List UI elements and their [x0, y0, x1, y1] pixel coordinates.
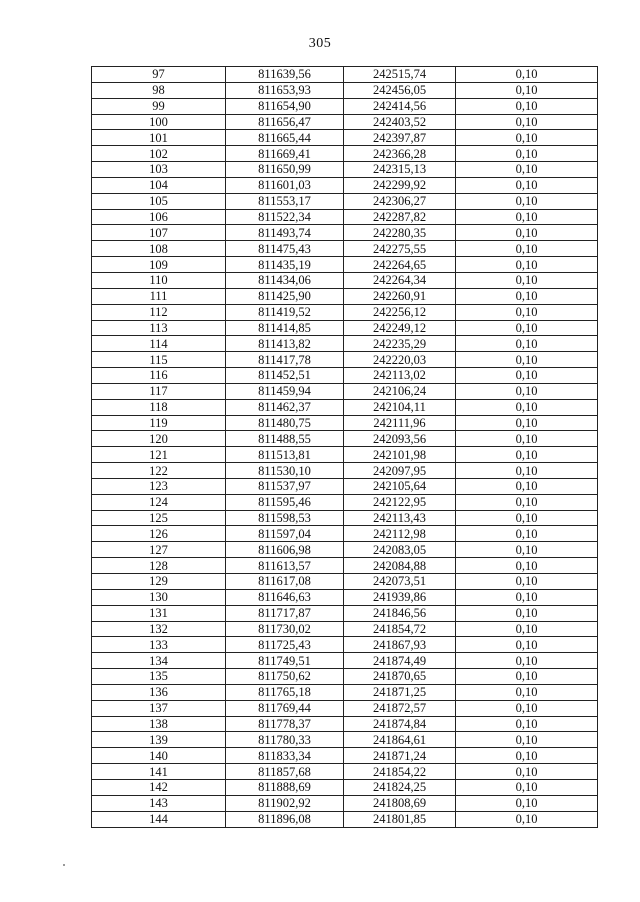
error-value-cell: 0,10	[456, 209, 598, 225]
y-coordinate-cell: 241808,69	[344, 795, 456, 811]
x-coordinate-cell: 811413,82	[226, 336, 344, 352]
error-value-cell: 0,10	[456, 320, 598, 336]
y-coordinate-cell: 242106,24	[344, 383, 456, 399]
point-number-cell: 128	[92, 558, 226, 574]
y-coordinate-cell: 242084,88	[344, 558, 456, 574]
x-coordinate-cell: 811522,34	[226, 209, 344, 225]
table-row	[92, 177, 598, 193]
x-coordinate-cell: 811639,56	[226, 67, 344, 83]
table-row	[92, 193, 598, 209]
y-coordinate-cell: 242104,11	[344, 399, 456, 415]
x-coordinate-cell: 811480,75	[226, 415, 344, 431]
x-coordinate-cell: 811493,74	[226, 225, 344, 241]
point-number-cell: 99	[92, 98, 226, 114]
table-row	[92, 209, 598, 225]
x-coordinate-cell: 811749,51	[226, 653, 344, 669]
y-coordinate-cell: 242220,03	[344, 352, 456, 368]
error-value-cell: 0,10	[456, 193, 598, 209]
point-number-cell: 113	[92, 320, 226, 336]
point-number-cell: 130	[92, 589, 226, 605]
table-row	[92, 304, 598, 320]
table-row	[92, 684, 598, 700]
table-row	[92, 447, 598, 463]
table-row	[92, 574, 598, 590]
y-coordinate-cell: 241939,86	[344, 589, 456, 605]
point-number-cell: 122	[92, 463, 226, 479]
error-value-cell: 0,10	[456, 288, 598, 304]
point-number-cell: 133	[92, 637, 226, 653]
x-coordinate-cell: 811896,08	[226, 811, 344, 827]
point-number-cell: 115	[92, 352, 226, 368]
error-value-cell: 0,10	[456, 542, 598, 558]
x-coordinate-cell: 811717,87	[226, 605, 344, 621]
point-number-cell: 121	[92, 447, 226, 463]
error-value-cell: 0,10	[456, 272, 598, 288]
error-value-cell: 0,10	[456, 177, 598, 193]
x-coordinate-cell: 811475,43	[226, 241, 344, 257]
table-row	[92, 621, 598, 637]
x-coordinate-cell: 811597,04	[226, 526, 344, 542]
table-row	[92, 653, 598, 669]
point-number-cell: 136	[92, 684, 226, 700]
x-coordinate-cell: 811417,78	[226, 352, 344, 368]
y-coordinate-cell: 242111,96	[344, 415, 456, 431]
table-row	[92, 352, 598, 368]
point-number-cell: 106	[92, 209, 226, 225]
point-number-cell: 103	[92, 162, 226, 178]
error-value-cell: 0,10	[456, 162, 598, 178]
table-row	[92, 589, 598, 605]
point-number-cell: 144	[92, 811, 226, 827]
point-number-cell: 107	[92, 225, 226, 241]
point-number-cell: 100	[92, 114, 226, 130]
table-row	[92, 225, 598, 241]
error-value-cell: 0,10	[456, 383, 598, 399]
x-coordinate-cell: 811419,52	[226, 304, 344, 320]
x-coordinate-cell: 811750,62	[226, 669, 344, 685]
y-coordinate-cell: 242299,92	[344, 177, 456, 193]
x-coordinate-cell: 811613,57	[226, 558, 344, 574]
error-value-cell: 0,10	[456, 653, 598, 669]
y-coordinate-cell: 241871,25	[344, 684, 456, 700]
x-coordinate-cell: 811857,68	[226, 764, 344, 780]
error-value-cell: 0,10	[456, 82, 598, 98]
table-row	[92, 399, 598, 415]
y-coordinate-cell: 242515,74	[344, 67, 456, 83]
error-value-cell: 0,10	[456, 748, 598, 764]
y-coordinate-cell: 241871,24	[344, 748, 456, 764]
table-row	[92, 162, 598, 178]
x-coordinate-cell: 811595,46	[226, 494, 344, 510]
table-row	[92, 716, 598, 732]
x-coordinate-cell: 811654,90	[226, 98, 344, 114]
table-row	[92, 732, 598, 748]
table-row	[92, 494, 598, 510]
y-coordinate-cell: 241824,25	[344, 779, 456, 795]
x-coordinate-cell: 811553,17	[226, 193, 344, 209]
table-row	[92, 130, 598, 146]
point-number-cell: 111	[92, 288, 226, 304]
error-value-cell: 0,10	[456, 352, 598, 368]
point-number-cell: 142	[92, 779, 226, 795]
table-row	[92, 415, 598, 431]
point-number-cell: 105	[92, 193, 226, 209]
x-coordinate-cell: 811537,97	[226, 478, 344, 494]
y-coordinate-cell: 242264,65	[344, 257, 456, 273]
x-coordinate-cell: 811435,19	[226, 257, 344, 273]
point-number-cell: 119	[92, 415, 226, 431]
y-coordinate-cell: 242397,87	[344, 130, 456, 146]
point-number-cell: 127	[92, 542, 226, 558]
point-number-cell: 125	[92, 510, 226, 526]
x-coordinate-cell: 811725,43	[226, 637, 344, 653]
y-coordinate-cell: 242275,55	[344, 241, 456, 257]
point-number-cell: 138	[92, 716, 226, 732]
point-number-cell: 109	[92, 257, 226, 273]
y-coordinate-cell: 242403,52	[344, 114, 456, 130]
y-coordinate-cell: 242414,56	[344, 98, 456, 114]
point-number-cell: 137	[92, 700, 226, 716]
error-value-cell: 0,10	[456, 130, 598, 146]
x-coordinate-cell: 811665,44	[226, 130, 344, 146]
table-row	[92, 779, 598, 795]
point-number-cell: 134	[92, 653, 226, 669]
table-row	[92, 542, 598, 558]
error-value-cell: 0,10	[456, 589, 598, 605]
point-number-cell: 126	[92, 526, 226, 542]
point-number-cell: 120	[92, 431, 226, 447]
table-row	[92, 463, 598, 479]
scan-artifact	[63, 864, 65, 866]
y-coordinate-cell: 242105,64	[344, 478, 456, 494]
x-coordinate-cell: 811513,81	[226, 447, 344, 463]
x-coordinate-cell: 811765,18	[226, 684, 344, 700]
point-number-cell: 135	[92, 669, 226, 685]
table-row	[92, 368, 598, 384]
y-coordinate-cell: 241870,65	[344, 669, 456, 685]
table-row	[92, 637, 598, 653]
point-number-cell: 98	[92, 82, 226, 98]
x-coordinate-cell: 811780,33	[226, 732, 344, 748]
x-coordinate-cell: 811669,41	[226, 146, 344, 162]
y-coordinate-cell: 241874,49	[344, 653, 456, 669]
y-coordinate-cell: 241846,56	[344, 605, 456, 621]
point-number-cell: 104	[92, 177, 226, 193]
table-row	[92, 383, 598, 399]
table-row	[92, 431, 598, 447]
x-coordinate-cell: 811462,37	[226, 399, 344, 415]
error-value-cell: 0,10	[456, 225, 598, 241]
table-row	[92, 811, 598, 827]
table-row	[92, 748, 598, 764]
x-coordinate-cell: 811888,69	[226, 779, 344, 795]
table-row	[92, 336, 598, 352]
point-number-cell: 116	[92, 368, 226, 384]
y-coordinate-cell: 241801,85	[344, 811, 456, 827]
x-coordinate-cell: 811617,08	[226, 574, 344, 590]
y-coordinate-cell: 242097,95	[344, 463, 456, 479]
x-coordinate-cell: 811833,34	[226, 748, 344, 764]
x-coordinate-cell: 811452,51	[226, 368, 344, 384]
point-number-cell: 124	[92, 494, 226, 510]
error-value-cell: 0,10	[456, 368, 598, 384]
point-number-cell: 101	[92, 130, 226, 146]
point-number-cell: 140	[92, 748, 226, 764]
table-row	[92, 82, 598, 98]
table-row	[92, 764, 598, 780]
x-coordinate-cell: 811459,94	[226, 383, 344, 399]
y-coordinate-cell: 242306,27	[344, 193, 456, 209]
point-number-cell: 110	[92, 272, 226, 288]
x-coordinate-cell: 811778,37	[226, 716, 344, 732]
y-coordinate-cell: 242264,34	[344, 272, 456, 288]
error-value-cell: 0,10	[456, 447, 598, 463]
point-number-cell: 112	[92, 304, 226, 320]
point-number-cell: 139	[92, 732, 226, 748]
y-coordinate-cell: 241854,22	[344, 764, 456, 780]
x-coordinate-cell: 811653,93	[226, 82, 344, 98]
table-row	[92, 146, 598, 162]
error-value-cell: 0,10	[456, 304, 598, 320]
x-coordinate-cell: 811606,98	[226, 542, 344, 558]
error-value-cell: 0,10	[456, 732, 598, 748]
error-value-cell: 0,10	[456, 510, 598, 526]
x-coordinate-cell: 811646,63	[226, 589, 344, 605]
error-value-cell: 0,10	[456, 605, 598, 621]
error-value-cell: 0,10	[456, 431, 598, 447]
table-row	[92, 241, 598, 257]
error-value-cell: 0,10	[456, 241, 598, 257]
error-value-cell: 0,10	[456, 574, 598, 590]
y-coordinate-cell: 241872,57	[344, 700, 456, 716]
x-coordinate-cell: 811598,53	[226, 510, 344, 526]
point-number-cell: 129	[92, 574, 226, 590]
x-coordinate-cell: 811902,92	[226, 795, 344, 811]
table-row	[92, 526, 598, 542]
point-number-cell: 102	[92, 146, 226, 162]
point-number-cell: 141	[92, 764, 226, 780]
x-coordinate-cell: 811488,55	[226, 431, 344, 447]
point-number-cell: 143	[92, 795, 226, 811]
table-row	[92, 700, 598, 716]
error-value-cell: 0,10	[456, 463, 598, 479]
table-row	[92, 98, 598, 114]
error-value-cell: 0,10	[456, 700, 598, 716]
error-value-cell: 0,10	[456, 257, 598, 273]
error-value-cell: 0,10	[456, 494, 598, 510]
error-value-cell: 0,10	[456, 779, 598, 795]
point-number-cell: 97	[92, 67, 226, 83]
x-coordinate-cell: 811656,47	[226, 114, 344, 130]
table-row	[92, 257, 598, 273]
table-row	[92, 67, 598, 83]
y-coordinate-cell: 242122,95	[344, 494, 456, 510]
x-coordinate-cell: 811769,44	[226, 700, 344, 716]
table-row	[92, 288, 598, 304]
y-coordinate-cell: 241854,72	[344, 621, 456, 637]
point-number-cell: 108	[92, 241, 226, 257]
y-coordinate-cell: 242249,12	[344, 320, 456, 336]
error-value-cell: 0,10	[456, 114, 598, 130]
error-value-cell: 0,10	[456, 637, 598, 653]
y-coordinate-cell: 242073,51	[344, 574, 456, 590]
y-coordinate-cell: 242456,05	[344, 82, 456, 98]
error-value-cell: 0,10	[456, 98, 598, 114]
y-coordinate-cell: 241867,93	[344, 637, 456, 653]
error-value-cell: 0,10	[456, 146, 598, 162]
error-value-cell: 0,10	[456, 558, 598, 574]
y-coordinate-cell: 242315,13	[344, 162, 456, 178]
point-number-cell: 132	[92, 621, 226, 637]
y-coordinate-cell: 242093,56	[344, 431, 456, 447]
x-coordinate-cell: 811730,02	[226, 621, 344, 637]
error-value-cell: 0,10	[456, 526, 598, 542]
y-coordinate-cell: 241864,61	[344, 732, 456, 748]
x-coordinate-cell: 811414,85	[226, 320, 344, 336]
x-coordinate-cell: 811434,06	[226, 272, 344, 288]
error-value-cell: 0,10	[456, 67, 598, 83]
point-number-cell: 123	[92, 478, 226, 494]
table-row	[92, 669, 598, 685]
table-row	[92, 795, 598, 811]
coordinates-table-body	[92, 67, 598, 828]
table-row	[92, 114, 598, 130]
error-value-cell: 0,10	[456, 684, 598, 700]
y-coordinate-cell: 242235,29	[344, 336, 456, 352]
error-value-cell: 0,10	[456, 478, 598, 494]
table-row	[92, 320, 598, 336]
point-number-cell: 131	[92, 605, 226, 621]
table-row	[92, 478, 598, 494]
error-value-cell: 0,10	[456, 764, 598, 780]
error-value-cell: 0,10	[456, 336, 598, 352]
point-number-cell: 114	[92, 336, 226, 352]
y-coordinate-cell: 242287,82	[344, 209, 456, 225]
y-coordinate-cell: 242366,28	[344, 146, 456, 162]
y-coordinate-cell: 242083,05	[344, 542, 456, 558]
y-coordinate-cell: 242280,35	[344, 225, 456, 241]
y-coordinate-cell: 242113,02	[344, 368, 456, 384]
error-value-cell: 0,10	[456, 621, 598, 637]
table-row	[92, 558, 598, 574]
x-coordinate-cell: 811530,10	[226, 463, 344, 479]
y-coordinate-cell: 242113,43	[344, 510, 456, 526]
x-coordinate-cell: 811425,90	[226, 288, 344, 304]
y-coordinate-cell: 241874,84	[344, 716, 456, 732]
error-value-cell: 0,10	[456, 399, 598, 415]
point-number-cell: 118	[92, 399, 226, 415]
y-coordinate-cell: 242256,12	[344, 304, 456, 320]
error-value-cell: 0,10	[456, 811, 598, 827]
table-row	[92, 272, 598, 288]
coordinates-table	[91, 66, 598, 828]
error-value-cell: 0,10	[456, 669, 598, 685]
x-coordinate-cell: 811601,03	[226, 177, 344, 193]
table-row	[92, 510, 598, 526]
point-number-cell: 117	[92, 383, 226, 399]
table-row	[92, 605, 598, 621]
error-value-cell: 0,10	[456, 716, 598, 732]
y-coordinate-cell: 242112,98	[344, 526, 456, 542]
x-coordinate-cell: 811650,99	[226, 162, 344, 178]
y-coordinate-cell: 242260,91	[344, 288, 456, 304]
error-value-cell: 0,10	[456, 795, 598, 811]
y-coordinate-cell: 242101,98	[344, 447, 456, 463]
page-number: 305	[308, 36, 332, 51]
error-value-cell: 0,10	[456, 415, 598, 431]
